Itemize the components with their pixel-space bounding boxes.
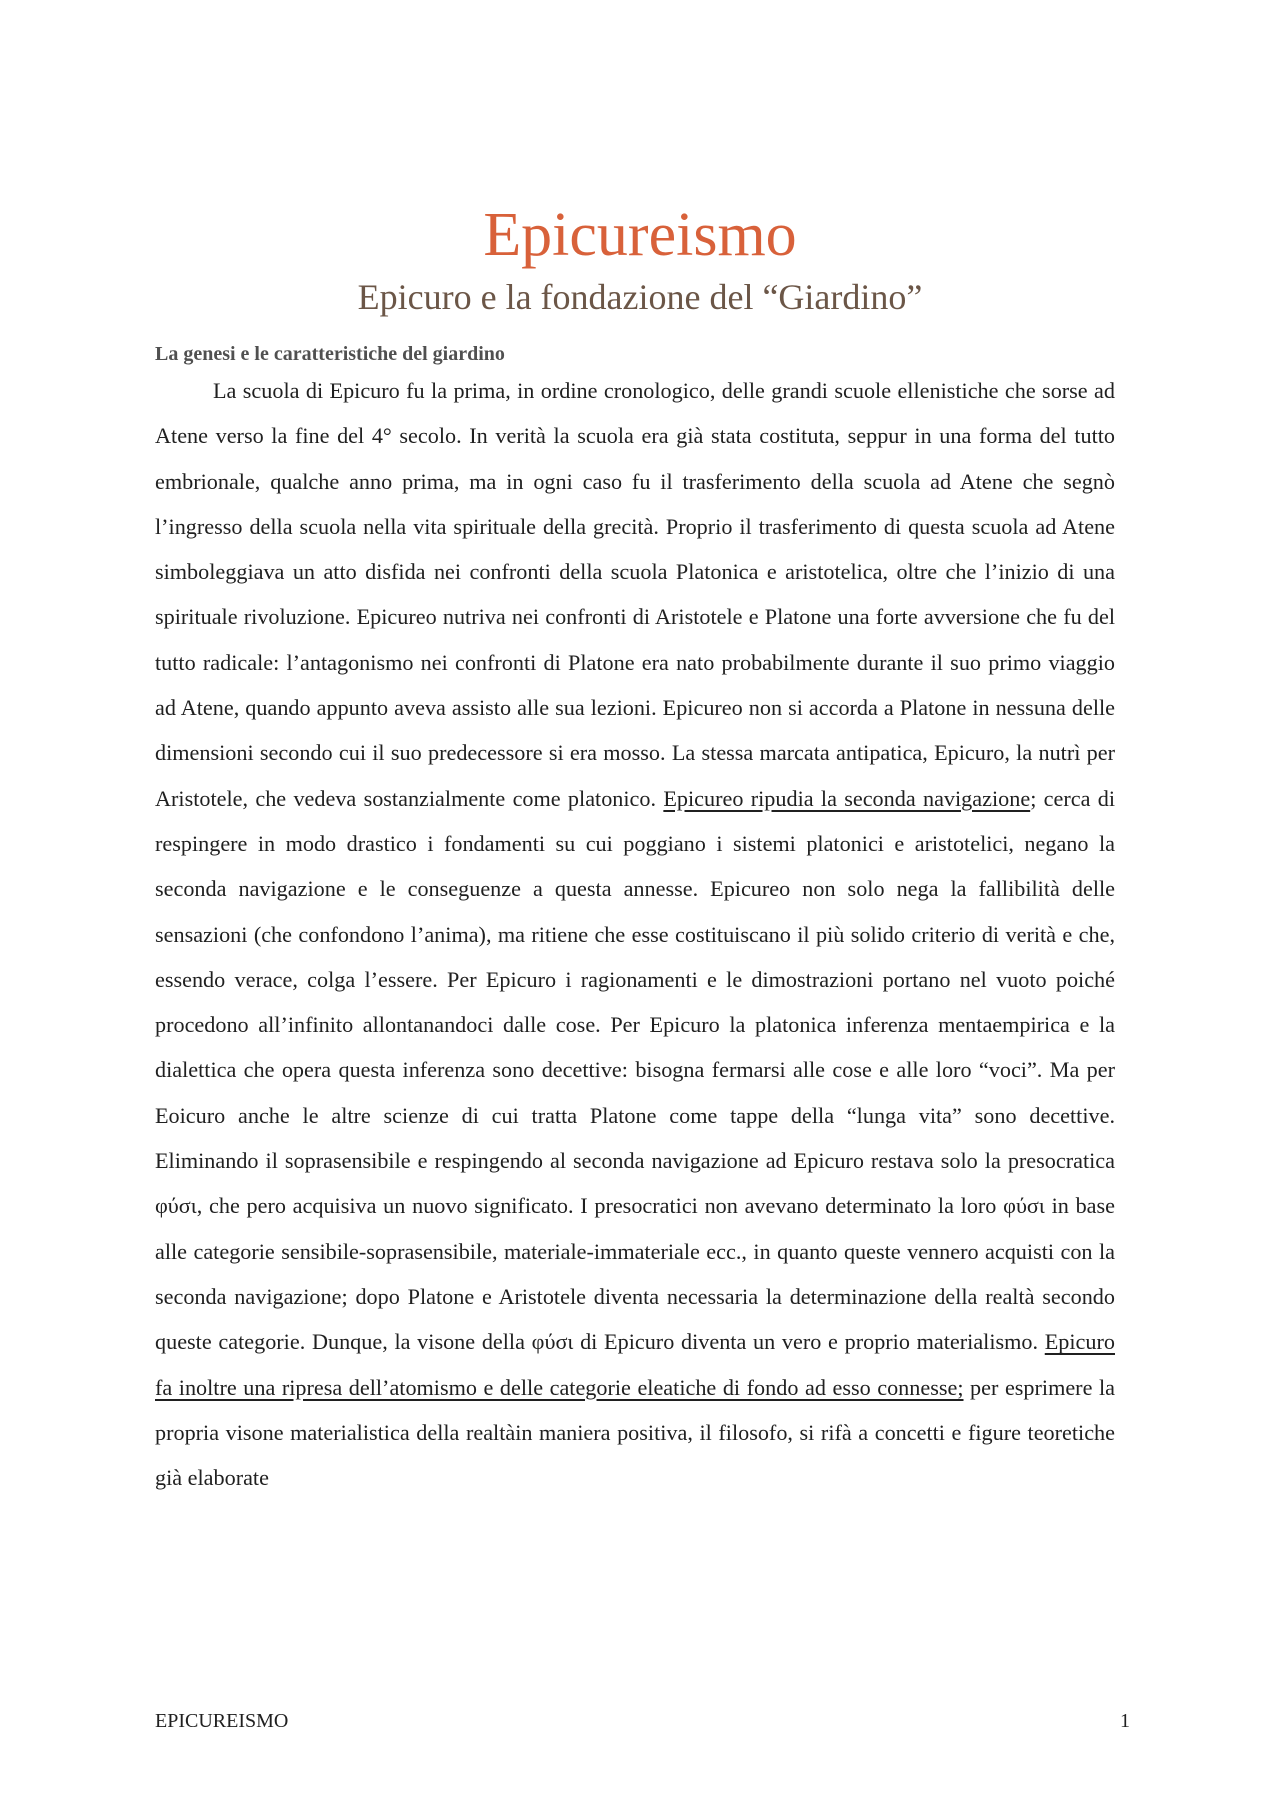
paragraph-text-part-3: per esprimere la propria visone materialistica della realtàin maniera positiva, il filosofo, si rifà a concetti e figure teoretiche già elaborate (155, 1374, 1115, 1491)
document-subtitle: Epicuro e la fondazione del “Giardino” (357, 277, 923, 317)
underlined-phrase-seconda-navigazione: Epicureo ripudia la seconda navigazione (663, 785, 1031, 811)
paragraph-text-part-1: La scuola di Epicuro fu la prima, in ordine cronologico, delle grandi scuole ellenistiche che sorse ad Atene verso la fine del 4° secolo. In verità la scuola era già stata costituta, seppur in una forma del tutto embrionale, qualche anno prima, ma in ogni caso fu il trasferimento della scuola ad Atene che segnò l’ingresso della scuola nella vita spirituale della grecità. Proprio il trasferimento di questa scuola ad Atene simboleggiava un atto disfida nei confronti della scuola Platonica e aristotelica, oltre che l’inizio di una spirituale rivoluzione. Epicureo nutriva nei confronti di Aristotele e Platone una forte avversione che fu del tutto radicale: l’antagonismo nei confronti di Platone era nato probabilmente durante il suo primo viaggio ad Atene, quando appunto aveva assisto alle sua lezioni. Epicureo non si accorda a Platone in nessuna delle dimensioni secondo cui il suo predecessore si era mosso. La stessa marcata antipatica, Epicuro, la nutrì per Aristotele, che vedeva sostanzialmente come platonico. (155, 378, 1115, 811)
underlined-phrase-atomismo: Epicuro fa inoltre una ripresa dell’atomismo e delle categorie eleatiche di fondo ad esso connesse; (155, 1329, 1115, 1400)
footer-running-title: EPICUREISMO (155, 1710, 289, 1732)
paragraph-text-part-2: ; cerca di respingere in modo drastico i fondamenti su cui poggiano i sistemi platonici e aristotelici, negano la seconda navigazione e le conseguenze a questa annesse. Epicureo non solo nega la fallibilità delle sensazioni (che confondono l’anima), ma ritiene che esse costituiscano il più solido criterio di verità e che, essendo verace, colga l’essere. Per Epicuro i ragionamenti e le dimostrazioni portano nel vuoto poiché procedono all’infinito allontanandoci dalle cose. Per Epicuro la platonica inferenza mentaempirica e la dialettica che opera questa inferenza sono decettive: bisogna fermarsi alle cose e alle loro “voci”. Ma per Eoicuro anche le altre scienze di cui tratta Platone come tappe della “lunga vita” sono decettive. Eliminando il soprasensibile e respingendo al seconda navigazione ad Epicuro restava solo la presocratica φύσι, che pero acquisiva un nuovo significato. I presocratici non avevano determinato la loro φύσι in base alle categorie sensibile-soprasensibile, materiale-immateriale ecc., in quanto queste vennero acquisti con la seconda navigazione; dopo Platone e Aristotele diventa necessaria la determinazione della realtà secondo queste categorie. Dunque, la visone della φύσι di Epicuro diventa un vero e proprio materialismo. (155, 785, 1116, 1355)
document-title: Epicureismo (483, 201, 797, 269)
footer-page-number: 1 (1120, 1710, 1130, 1732)
body-paragraph (155, 368, 1115, 1500)
section-heading: La genesi e le caratteristiche del giardino (155, 343, 505, 365)
